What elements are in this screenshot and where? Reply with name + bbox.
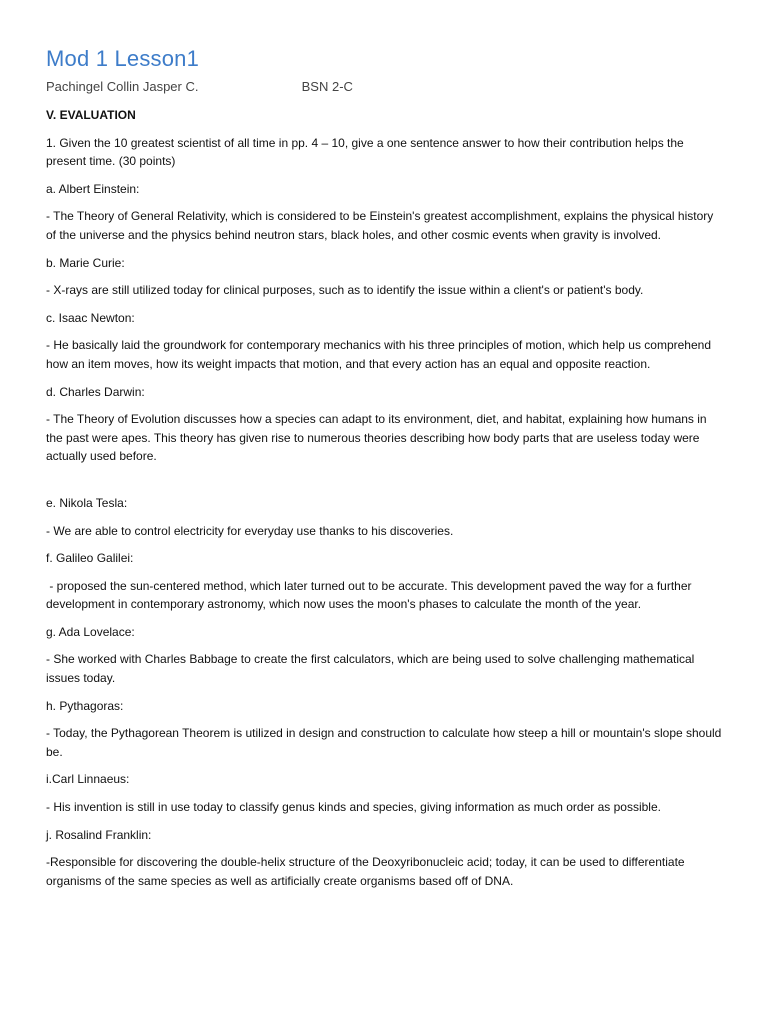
entry-answer: - He basically laid the groundwork for contemporary mechanics with his three principles of motion, which help us comprehend how an item moves, how its weight impacts that motion, and that every action has an equal and opposite reaction. xyxy=(46,338,711,371)
entry-label: h. Pythagoras: xyxy=(46,698,124,713)
author-row xyxy=(46,79,353,94)
document-body xyxy=(46,106,726,899)
class-section: BSN 2-C xyxy=(301,79,353,94)
document-title: Mod 1 Lesson1 xyxy=(46,46,200,71)
entry-label: c. Isaac Newton: xyxy=(46,310,135,325)
entry-label: i.Carl Linnaeus: xyxy=(46,772,130,787)
entry-label: e. Nikola Tesla: xyxy=(46,495,128,510)
entry-label: f. Galileo Galilei: xyxy=(46,551,134,566)
entry-answer: - Today, the Pythagorean Theorem is utilized in design and construction to calculate how steep a hill or mountain's slope should be. xyxy=(46,726,722,759)
section-heading: V. EVALUATION xyxy=(46,108,136,122)
entry-label: a. Albert Einstein: xyxy=(46,181,140,196)
entry-answer: - X-rays are still utilized today for clinical purposes, such as to identify the issue within a client's or patient's body. xyxy=(46,283,644,298)
entry-answer: - His invention is still in use today to classify genus kinds and species, giving information as much order as possible. xyxy=(46,800,661,815)
entry-label: g. Ada Lovelace: xyxy=(46,624,135,639)
entry-answer: - The Theory of General Relativity, which is considered to be Einstein's greatest accomplishment, explains the physical history of the universe and the physics behind neutron stars, black holes, and other cosmic events when gravity is involved. xyxy=(46,209,714,242)
entry-label: b. Marie Curie: xyxy=(46,255,125,270)
entry-label: d. Charles Darwin: xyxy=(46,384,145,399)
entry-label: j. Rosalind Franklin: xyxy=(46,827,152,842)
entry-answer: - We are able to control electricity for everyday use thanks to his discoveries. xyxy=(46,523,454,538)
entry-answer: - proposed the sun-centered method, which later turned out to be accurate. This development paved the way for a further development in contemporary astronomy, which now uses the moon's phases to calculate the month of the year. xyxy=(46,578,695,612)
question-text: 1. Given the 10 greatest scientist of all time in pp. 4 – 10, give a one sentence answer to how their contribution helps the present time. (30 points) xyxy=(46,135,684,169)
author-name: Pachingel Collin Jasper C. xyxy=(46,79,199,94)
entry-answer: - She worked with Charles Babbage to create the first calculators, which are being used to solve challenging mathematical issues today. xyxy=(46,652,695,686)
entry-answer: - The Theory of Evolution discusses how a species can adapt to its environment, diet, and habitat, explaining how humans in the past were apes. This theory has given rise to numerous theories describing how body parts that are useless today were actually used before. xyxy=(46,412,707,464)
entry-answer: -Responsible for discovering the double-helix structure of the Deoxyribonucleic acid; today, it can be used to differentiate organisms of the same species as well as artificially create organisms based off of DNA. xyxy=(46,855,685,888)
